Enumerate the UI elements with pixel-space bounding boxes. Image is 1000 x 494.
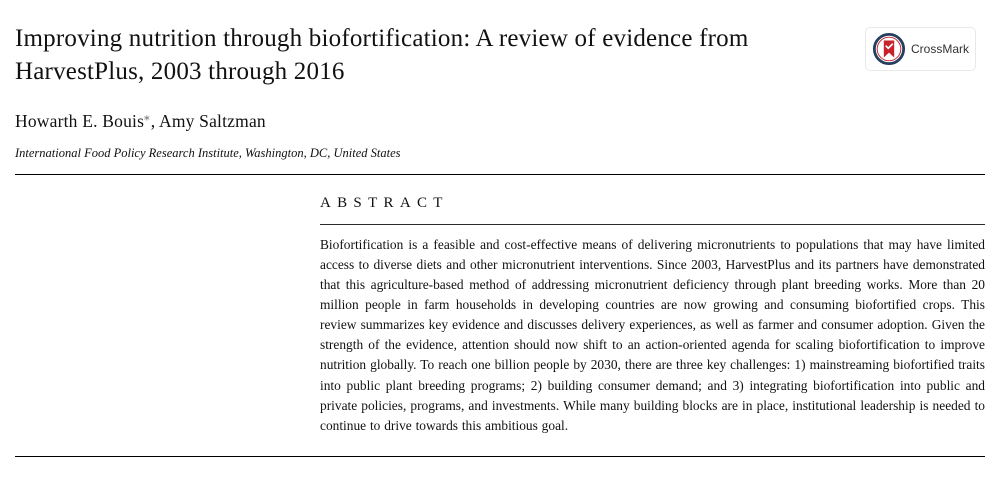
affiliation: International Food Policy Research Institute, Washington, DC, United States <box>15 145 401 160</box>
author-name-2: Amy Saltzman <box>158 110 266 131</box>
author-separator: , <box>150 110 159 131</box>
crossmark-label: CrossMark <box>910 42 969 56</box>
title-row <box>15 14 985 88</box>
corresponding-author-mark[interactable]: ⁎ <box>144 111 150 123</box>
abstract-heading: ABSTRACT <box>320 194 449 211</box>
paper-title: Improving nutrition through biofortification: A review of evidence from HarvestPlus, 2003 through 2016 <box>15 25 749 85</box>
abstract-text: Biofortification is a feasible and cost-effective means of delivering micronutrients to populations that may have limited access to diverse diets and other micronutrient interventions. Since 2003, HarvestPlus and its partners have demonstrated that this agriculture-based method of addressing micronutrient deficiency through plant breeding works. More than 20 million people in farm households in developing countries are now growing and consuming biofortified crops. This review summarizes key evidence and discusses delivery experiences, as well as farmer and consumer adoption. Given the strength of the evidence, attention should now shift to an action-oriented agenda for scaling biofortification to improve nutrition globally. To reach one billion people by 2030, there are three key challenges: 1) mainstreaming biofortified traits into public plant breeding programs; 2) building consumer demand; and 3) integrating biofortification into public and private policies, programs, and investments. While many building blocks are in place, institutional leadership is needed to continue to drive towards this ambitious goal. <box>320 236 985 433</box>
crossmark-icon <box>872 32 906 66</box>
divider-bottom <box>15 456 985 457</box>
abstract-section <box>15 175 985 436</box>
crossmark-badge[interactable] <box>866 28 975 70</box>
author-line <box>15 110 985 132</box>
abstract-heading-rule <box>320 224 985 225</box>
abstract-column <box>320 175 985 436</box>
author-name-1: Howarth E. Bouis <box>15 110 145 131</box>
